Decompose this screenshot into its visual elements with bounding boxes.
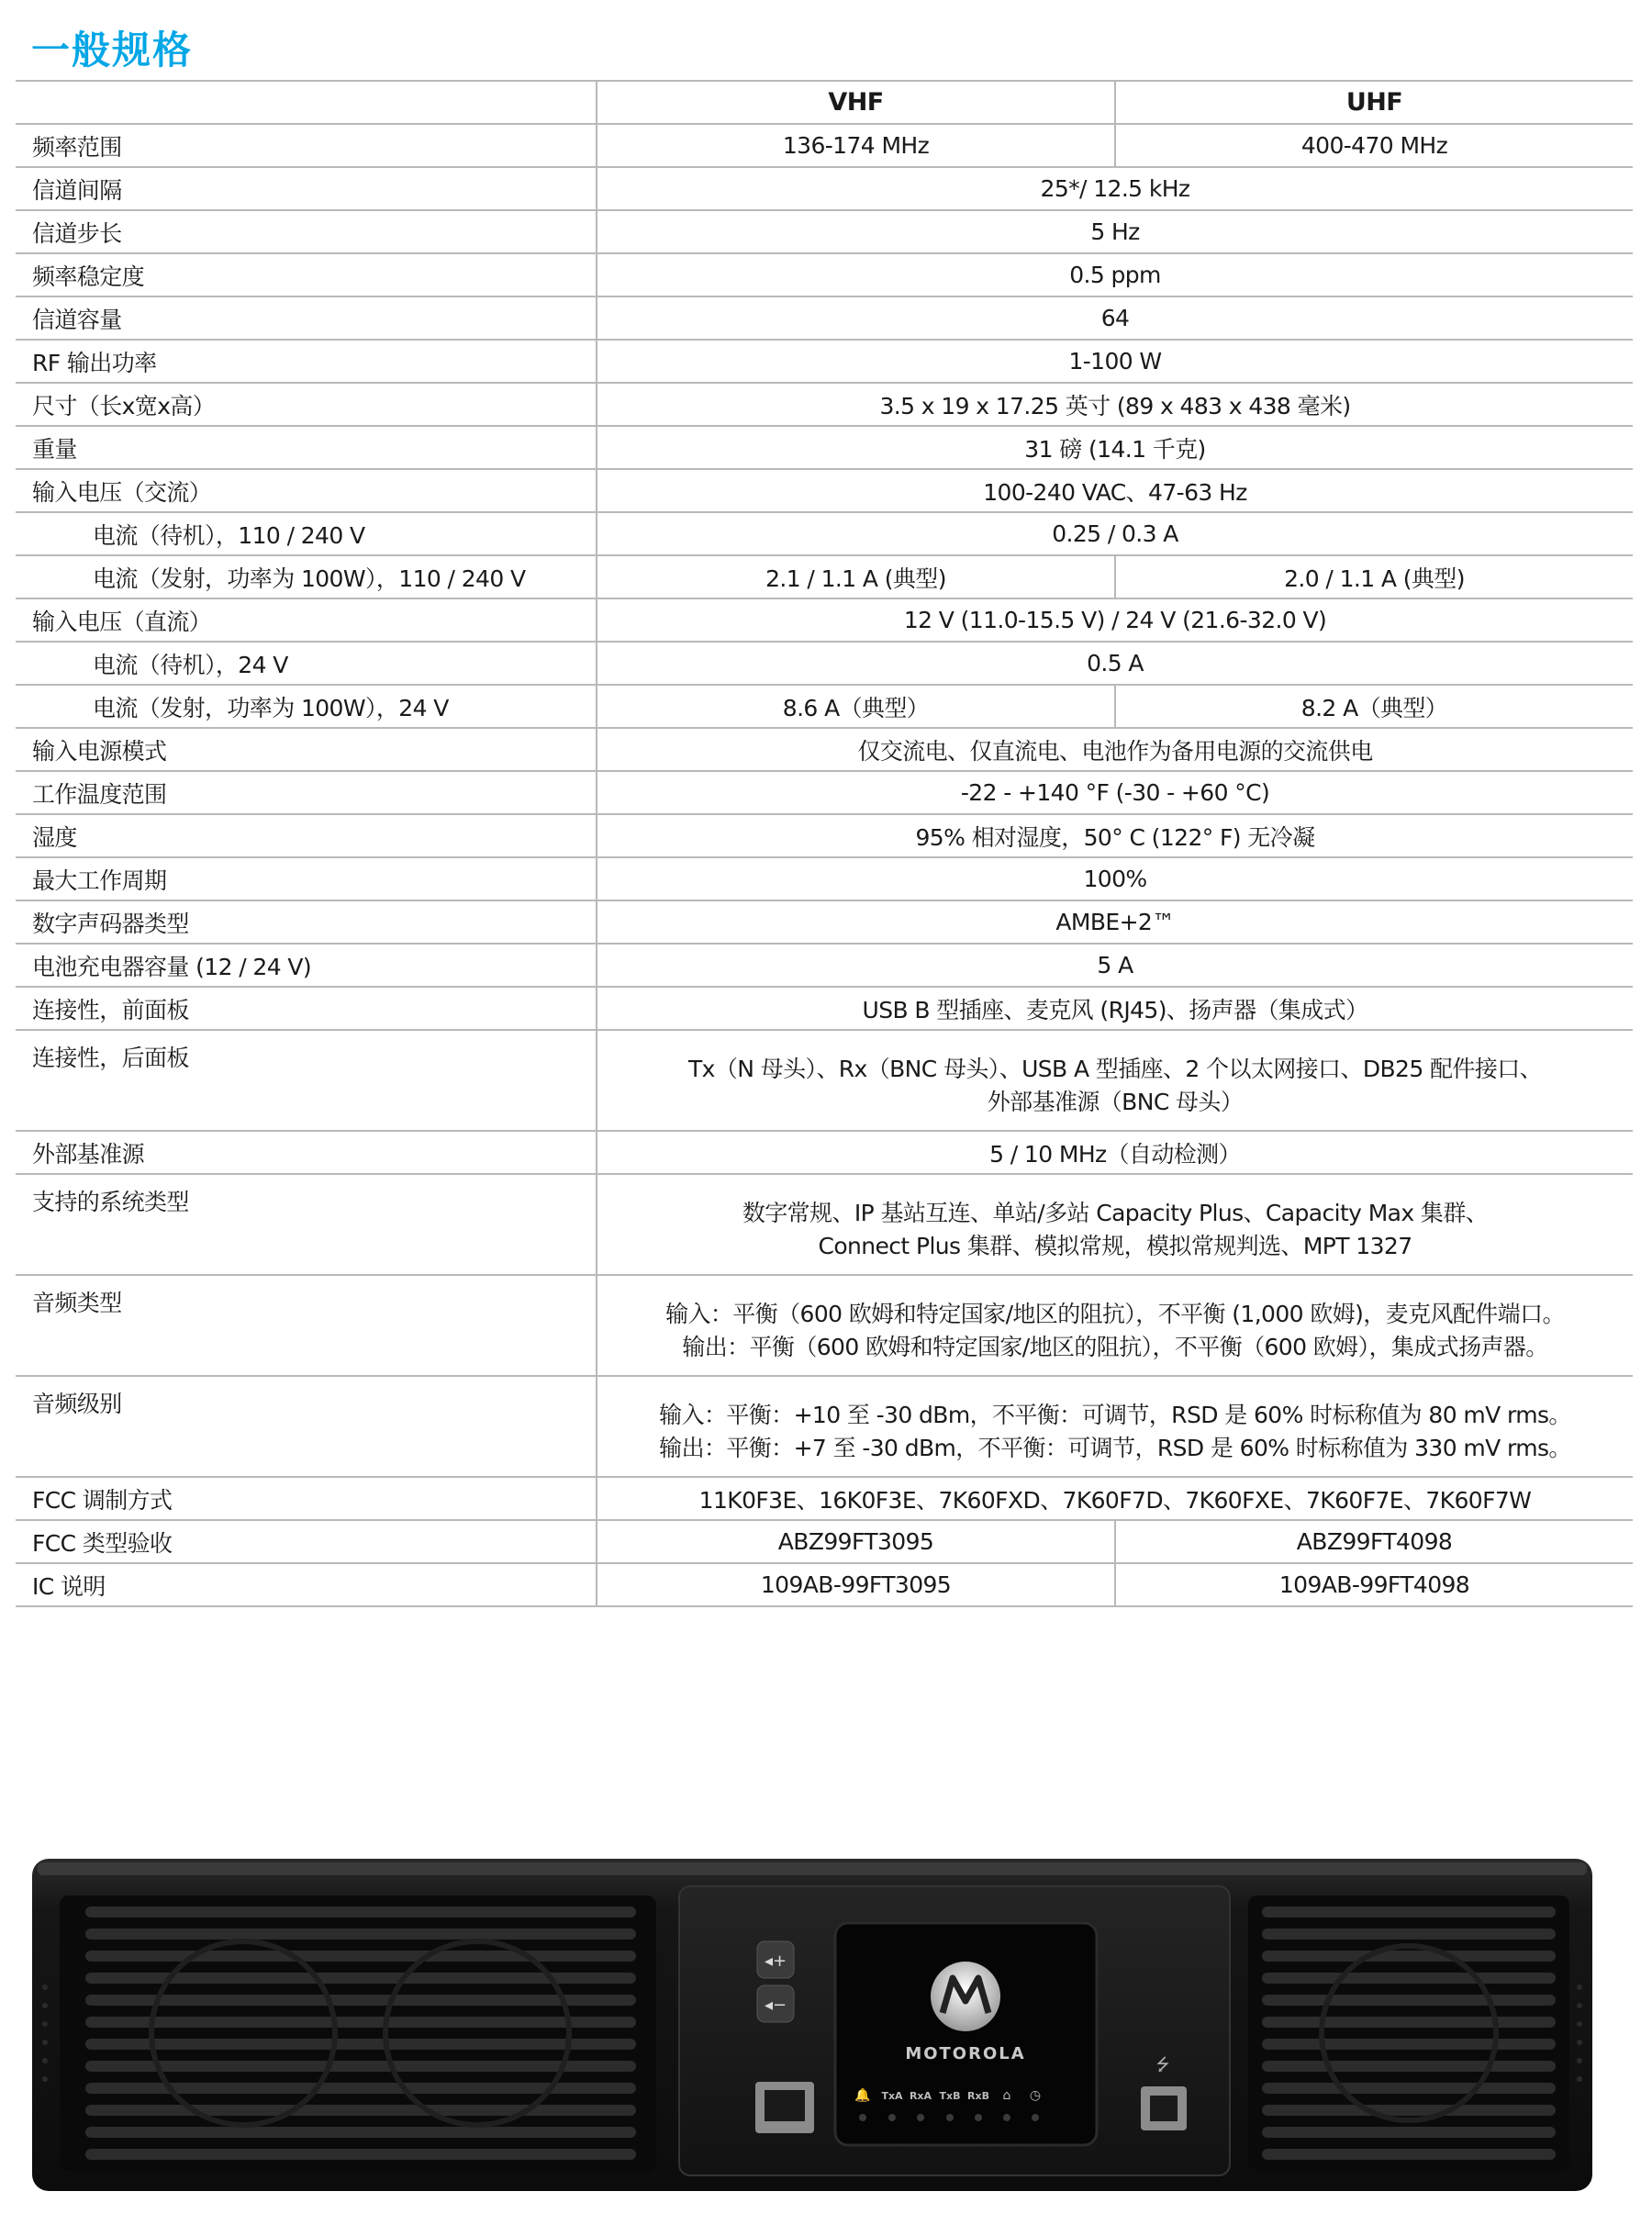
chassis-top-edge (38, 1862, 1587, 1875)
row-vhf: 109AB-99FT3095 (597, 1563, 1115, 1606)
table-row (16, 512, 1633, 555)
row-label: 频率稳定度 (16, 253, 597, 296)
row-value: 仅交流电、仅直流电、电池作为备用电源的交流供电 (597, 728, 1633, 771)
row-value-line: 外部基准源（BNC 母头） (987, 1089, 1244, 1115)
clock-icon: ◷ (1029, 2088, 1042, 2103)
table-row (16, 900, 1633, 944)
row-value (597, 1030, 1633, 1131)
table-row (16, 167, 1633, 210)
front-control-panel (679, 1886, 1230, 2175)
row-value: 95% 相对湿度，50° C (122° F) 无冷凝 (597, 814, 1633, 857)
left-vent-grille (60, 1895, 656, 2171)
row-value: 25*/ 12.5 kHz (597, 167, 1633, 210)
volume-up-icon: ◂+ (764, 1951, 787, 1971)
row-label: FCC 类型验收 (16, 1520, 597, 1563)
row-uhf: 109AB-99FT4098 (1115, 1563, 1633, 1606)
row-value-line: 输出：平衡（600 欧姆和特定国家/地区的阻抗），不平衡（600 欧姆），集成式扬声器。 (682, 1334, 1548, 1360)
row-value (597, 1174, 1633, 1275)
row-value (597, 1376, 1633, 1477)
table-row (16, 1275, 1633, 1376)
row-label: 输入电源模式 (16, 728, 597, 771)
row-value-line: 输入：平衡（600 欧姆和特定国家/地区的阻抗），不平衡 (1,000 欧姆)，麦克风配件端口。 (665, 1301, 1565, 1327)
led-label: TxA (881, 2090, 903, 2102)
table-row (16, 987, 1633, 1030)
table-row (16, 210, 1633, 253)
row-label: 湿度 (16, 814, 597, 857)
table-row (16, 1376, 1633, 1477)
row-value: 3.5 x 19 x 17.25 英寸 (89 x 483 x 438 毫米) (597, 383, 1633, 426)
page-title: 一般规格 (31, 28, 194, 73)
row-vhf: 8.6 A（典型） (597, 685, 1115, 728)
row-value: 0.5 ppm (597, 253, 1633, 296)
display-window (835, 1923, 1097, 2145)
table-row (16, 728, 1633, 771)
row-vhf: 136-174 MHz (597, 124, 1115, 167)
row-label: FCC 调制方式 (16, 1477, 597, 1520)
table-row (16, 1131, 1633, 1174)
row-value: 0.5 A (597, 642, 1633, 685)
row-label: 输入电压（直流） (16, 598, 597, 642)
row-label: 电池充电器容量 (12 / 24 V) (16, 944, 597, 987)
table-row (16, 598, 1633, 642)
row-value: 64 (597, 296, 1633, 340)
row-label: 频率范围 (16, 124, 597, 167)
row-uhf: 8.2 A（典型） (1115, 685, 1633, 728)
row-label: 电流（发射，功率为 100W），24 V (16, 685, 597, 728)
row-label: 电流（发射，功率为 100W），110 / 240 V (16, 555, 597, 598)
row-uhf: 2.0 / 1.1 A (典型) (1115, 555, 1633, 598)
row-value-line: Connect Plus 集群、模拟常规，模拟常规判选、MPT 1327 (818, 1233, 1412, 1259)
row-label: 重量 (16, 426, 597, 469)
table-row (16, 469, 1633, 512)
row-label: 工作温度范围 (16, 771, 597, 814)
row-label: 外部基准源 (16, 1131, 597, 1174)
row-label: RF 输出功率 (16, 340, 597, 383)
led-label: RxB (967, 2090, 989, 2102)
row-value: 12 V (11.0-15.5 V) / 24 V (21.6-32.0 V) (597, 598, 1633, 642)
table-header-row (16, 81, 1633, 124)
row-value: 5 Hz (597, 210, 1633, 253)
table-row (16, 124, 1633, 167)
row-uhf: ABZ99FT4098 (1115, 1520, 1633, 1563)
row-label: 连接性，前面板 (16, 987, 597, 1030)
row-value-line: 输出：平衡：+7 至 -30 dBm，不平衡：可调节，RSD 是 60% 时标称值为 330 mV rms。 (659, 1435, 1571, 1461)
row-value: 11K0F3E、16K0F3E、7K60FXD、7K60F7D、7K60FXE、7K60F7E、7K60F7W (597, 1477, 1633, 1520)
network-icon: ⌂ (1002, 2088, 1011, 2103)
right-vent-grille (1248, 1895, 1569, 2171)
row-label: 音频级别 (16, 1376, 597, 1477)
volume-down-icon: ◂− (764, 1996, 787, 2015)
table-row (16, 1477, 1633, 1520)
table-row (16, 944, 1633, 987)
led-label: TxB (939, 2090, 961, 2102)
row-value: -22 - +140 °F (-30 - +60 °C) (597, 771, 1633, 814)
row-vhf: 2.1 / 1.1 A (典型) (597, 555, 1115, 598)
table-row (16, 814, 1633, 857)
row-label: 信道步长 (16, 210, 597, 253)
table-row (16, 555, 1633, 598)
led-label: RxA (909, 2090, 932, 2102)
table-row (16, 1520, 1633, 1563)
table-row (16, 426, 1633, 469)
row-value: 5 A (597, 944, 1633, 987)
table-row (16, 1174, 1633, 1275)
row-label: 信道容量 (16, 296, 597, 340)
row-uhf: 400-470 MHz (1115, 124, 1633, 167)
table-row (16, 1030, 1633, 1131)
row-value-line: Tx（N 母头）、Rx（BNC 母头）、USB A 型插座、2 个以太网接口、DB25 配件接口、 (687, 1056, 1543, 1082)
table-row (16, 771, 1633, 814)
row-label: IC 说明 (16, 1563, 597, 1606)
spec-table (16, 80, 1633, 1607)
row-label: 电流（待机），110 / 240 V (16, 512, 597, 555)
table-row (16, 642, 1633, 685)
row-value-line: 输入：平衡：+10 至 -30 dBm，不平衡：可调节，RSD 是 60% 时标称值为 80 mV rms。 (659, 1402, 1571, 1428)
row-label: 输入电压（交流） (16, 469, 597, 512)
table-row (16, 1563, 1633, 1606)
row-value: USB B 型插座、麦克风 (RJ45)、扬声器（集成式） (597, 987, 1633, 1030)
row-value: 1-100 W (597, 340, 1633, 383)
row-value: 100-240 VAC、47-63 Hz (597, 469, 1633, 512)
row-vhf: ABZ99FT3095 (597, 1520, 1115, 1563)
brand-label: MOTOROLA (905, 2044, 1026, 2063)
row-value: 0.25 / 0.3 A (597, 512, 1633, 555)
row-value: 100% (597, 857, 1633, 900)
header-blank (16, 81, 597, 124)
table-row (16, 340, 1633, 383)
row-value: 31 磅 (14.1 千克) (597, 426, 1633, 469)
row-label: 数字声码器类型 (16, 900, 597, 944)
bell-icon: 🔔 (854, 2088, 871, 2103)
repeater-device-image (32, 1850, 1592, 2198)
row-value (597, 1275, 1633, 1376)
row-label: 连接性，后面板 (16, 1030, 597, 1131)
row-value: AMBE+2™ (597, 900, 1633, 944)
row-label: 支持的系统类型 (16, 1174, 597, 1275)
header-vhf: VHF (597, 81, 1115, 124)
row-value: 5 / 10 MHz（自动检测） (597, 1131, 1633, 1174)
table-row (16, 685, 1633, 728)
usb-icon: ⭍ (1155, 2055, 1170, 2074)
table-row (16, 857, 1633, 900)
row-value-line: 数字常规、IP 基站互连、单站/多站 Capacity Plus、Capacity Max 集群、 (742, 1200, 1489, 1226)
row-label: 电流（待机），24 V (16, 642, 597, 685)
row-label: 信道间隔 (16, 167, 597, 210)
table-row (16, 383, 1633, 426)
row-label: 最大工作周期 (16, 857, 597, 900)
row-label: 音频类型 (16, 1275, 597, 1376)
header-uhf: UHF (1115, 81, 1633, 124)
row-label: 尺寸（长x宽x高） (16, 383, 597, 426)
table-row (16, 253, 1633, 296)
table-row (16, 296, 1633, 340)
